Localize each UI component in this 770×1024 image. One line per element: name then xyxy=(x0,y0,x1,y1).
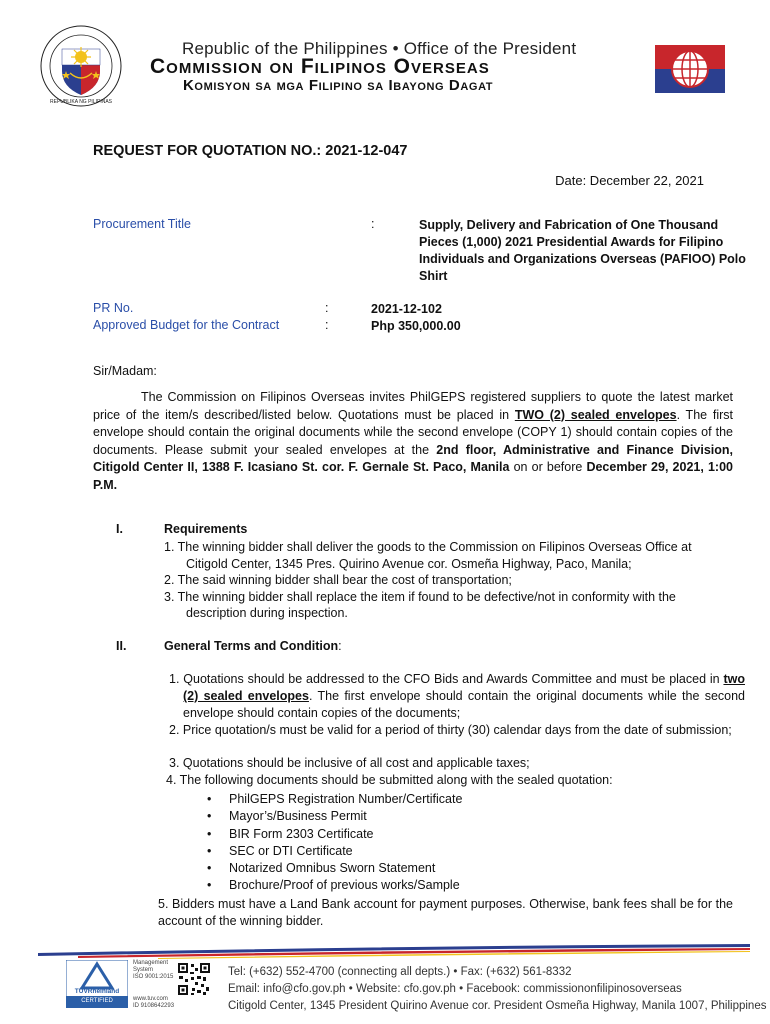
salutation: Sir/Madam: xyxy=(93,364,157,378)
terms-item-4: 4. The following documents should be submitted along with the sealed quotation: xyxy=(166,773,613,787)
procurement-title-label: Procurement Title xyxy=(93,217,191,231)
cert-id-label xyxy=(133,996,174,1010)
required-documents-list xyxy=(205,791,462,895)
abc-value: Php 350,000.00 xyxy=(371,319,461,333)
footer-contact-email: Email: info@cfo.gov.ph • Website: cfo.gov.ph • Facebook: commissiononfilipinosoverseas xyxy=(228,983,682,995)
intro-envelopes-emphasis: TWO (2) sealed envelopes xyxy=(514,407,677,422)
colon: : xyxy=(325,301,329,315)
list-item xyxy=(205,826,462,843)
header-commission-tagalog: Komisyon sa mga Filipino sa Ibayong Dagat xyxy=(183,77,494,94)
terms-item-1 xyxy=(169,671,745,721)
section-number: I. xyxy=(116,522,123,536)
section-title-text: General Terms and Condition xyxy=(164,639,339,653)
header-office-line: Republic of the Philippines • Office of the President xyxy=(182,39,577,58)
bullet: • xyxy=(207,878,212,893)
terms-item-text: . The first envelope should contain the original documents while the second envelope should contain copies of the documents; xyxy=(183,688,746,720)
terms-item-text: 1. Quotations should be addressed to the CFO Bids and Awards Committee and must be placed in xyxy=(169,672,724,686)
list-item-text: Notarized Omnibus Sworn Statement xyxy=(229,861,436,876)
intro-text: on or before xyxy=(509,460,587,475)
requirements-list xyxy=(164,539,724,622)
bullet: • xyxy=(207,792,212,806)
list-item-text: Mayor’s/Business Permit xyxy=(229,809,367,824)
cert-line: System xyxy=(133,967,154,973)
colon: : xyxy=(371,217,375,231)
bullet: • xyxy=(207,809,212,824)
list-item: 2. The said winning bidder shall bear the cost of transportation; xyxy=(164,573,512,587)
pr-number-label: PR No. xyxy=(93,301,134,315)
cert-line: www.tuv.com xyxy=(133,996,168,1002)
list-item: 3. The winning bidder shall replace the item if found to be defective/not in conformity with the description during inspection. xyxy=(164,589,676,620)
section-number: II. xyxy=(116,639,127,653)
rfq-title: REQUEST FOR QUOTATION NO.: 2021-12-047 xyxy=(93,143,408,159)
procurement-title-value: Supply, Delivery and Fabrication of One Thousand Pieces (1,000) 2021 Presidential Awards for Filipino Individuals and Organizations Overseas (PAFIOO) Polo Shirt xyxy=(419,218,746,283)
terms-item-2: 2. Price quotation/s must be valid for a period of thirty (30) calendar days from the date of submission; xyxy=(169,723,732,737)
tuv-label: TÜVRheinland xyxy=(74,988,120,995)
section-title-general-terms xyxy=(164,639,342,653)
bullet: • xyxy=(207,826,212,841)
list-item xyxy=(205,877,462,894)
footer-address: Citigold Center, 1345 President Quirino Avenue cor. President Osmeña Highway, Manila 1007, Philippines xyxy=(228,1000,767,1012)
list-item-text: Brochure/Proof of previous works/Sample xyxy=(229,878,460,893)
terms-item-5: 5. Bidders must have a Land Bank account for payment purposes. Otherwise, bank fees shall be for the account of the winning bidder. xyxy=(158,897,733,928)
colon: : xyxy=(325,318,329,332)
svg-text:REPUBLIKA NG PILIPINAS: REPUBLIKA NG PILIPINAS xyxy=(50,99,112,105)
list-item-text: PhilGEPS Registration Number/Certificate xyxy=(229,792,463,806)
list-item xyxy=(205,860,462,877)
bullet: • xyxy=(207,861,212,876)
philippine-seal-logo xyxy=(40,25,122,107)
list-item: 1. The winning bidder shall deliver the goods to the Commission on Filipinos Overseas Office at Citigold Center, 1345 Pres. Quirino Avenue cor. Osmeña Highway, Paco, Manila; xyxy=(164,540,692,571)
list-item-text: SEC or DTI Certificate xyxy=(229,843,353,858)
terms-envelopes-emphasis: two (2) sealed envelopes xyxy=(183,672,745,703)
tuv-certified-label: CERTIFIED xyxy=(81,998,113,1004)
cert-line: Management xyxy=(133,960,169,966)
intro-paragraph xyxy=(93,389,733,495)
intro-address-emphasis: 2nd floor, Administrative and Finance Division, Citigold Center II, 1388 F. Icasiano St. cor. F. Gernale St. Paco, Manila xyxy=(93,442,733,475)
document-date: Date: December 22, 2021 xyxy=(555,173,704,188)
header-commission-name: Commission on Filipinos Overseas xyxy=(150,55,490,78)
list-item xyxy=(205,843,462,860)
abc-label: Approved Budget for the Contract xyxy=(93,318,280,332)
footer-divider-swoosh xyxy=(38,940,750,960)
pr-number-value: 2021-12-102 xyxy=(371,302,442,316)
bullet: • xyxy=(207,843,212,858)
intro-text: . The first envelope should contain the original documents while the second envelope (COPY 1) should contain copies of the documents. Please submit your sealed envelopes at the xyxy=(93,407,733,457)
cert-line: ID 9108642293 xyxy=(133,1003,175,1009)
cfo-globe-logo xyxy=(655,45,725,93)
qr-code-icon xyxy=(177,962,211,996)
cert-line: ISO 9001:2015 xyxy=(133,974,174,980)
list-item xyxy=(205,791,462,808)
list-item xyxy=(205,808,462,825)
cert-system-label xyxy=(133,960,173,981)
intro-text: The Commission on Filipinos Overseas invites PhilGEPS registered suppliers to quote the latest market price of the item/s described/listed below. Quotations must be placed in xyxy=(93,390,733,422)
section-title-colon: : xyxy=(338,639,342,653)
list-item-text: BIR Form 2303 Certificate xyxy=(229,826,374,841)
section-title-requirements: Requirements xyxy=(164,522,248,536)
intro-deadline: December 29, 2021, 1:00 P.M. xyxy=(93,460,733,492)
terms-item-3: 3. Quotations should be inclusive of all cost and applicable taxes; xyxy=(169,756,530,770)
footer-contact-tel: Tel: (+632) 552-4700 (connecting all depts.) • Fax: (+632) 561-8332 xyxy=(228,966,572,978)
tuv-certification-badge xyxy=(66,960,128,1008)
